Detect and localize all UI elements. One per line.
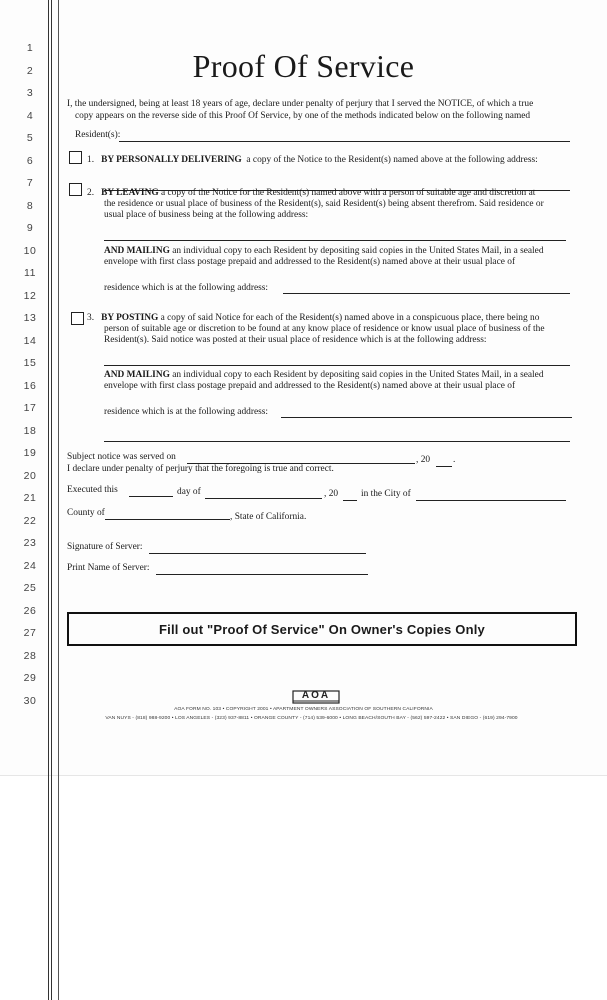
line-number: 10 bbox=[23, 245, 37, 257]
line-number: 22 bbox=[23, 515, 37, 527]
line-number: 11 bbox=[24, 267, 36, 279]
line-number: 14 bbox=[23, 335, 37, 347]
line-number: 28 bbox=[23, 650, 37, 662]
executed-day-field[interactable] bbox=[129, 496, 173, 497]
option-3-mailing-line-3: residence which is at the following address: bbox=[104, 407, 269, 417]
aoa-logo-text: AOA bbox=[301, 690, 331, 701]
print-name-label: Print Name of Server: bbox=[67, 563, 150, 573]
residents-label: Resident(s): bbox=[75, 130, 121, 140]
owner-copies-notice: Fill out "Proof Of Service" On Owner's Copies Only bbox=[67, 612, 577, 646]
margin-line-left-double bbox=[51, 0, 52, 1000]
line-number: 25 bbox=[23, 582, 37, 594]
served-year-period: . bbox=[453, 455, 456, 465]
line-number: 3 bbox=[26, 87, 34, 99]
option-2-mailing-line-3: residence which is at the following address: bbox=[104, 283, 269, 293]
line-number: 4 bbox=[26, 110, 34, 122]
print-name-field[interactable] bbox=[156, 574, 368, 575]
option-2-mailing-heading: AND MAILING bbox=[104, 246, 170, 256]
line-number: 12 bbox=[23, 290, 37, 302]
line-number: 5 bbox=[26, 132, 34, 144]
signature-label: Signature of Server: bbox=[67, 542, 143, 552]
day-of-label: day of bbox=[177, 487, 201, 497]
executed-year-prefix: , 20 bbox=[324, 489, 339, 499]
page-title: Proof Of Service bbox=[192, 48, 415, 84]
option-3-line-3: Resident(s). Said notice was posted at their usual place of residence which is at the following address: bbox=[104, 335, 487, 345]
option-2-mailing-line-2: envelope with first class postage prepaid and addressed to the Resident(s) named above at their usual place of bbox=[104, 257, 516, 267]
option-2-description-1: a copy of the Notice for the Resident(s) named above with a person of suitable age and discretion at bbox=[160, 188, 536, 198]
option-3-extra-address-field[interactable] bbox=[104, 441, 570, 442]
line-number: 9 bbox=[26, 222, 34, 234]
footer-line-1: AOA FORM NO. 103 • COPYRIGHT 2001 • APARTMENT OWNERS ASSOCIATION OF SOUTHERN CALIFORNIA bbox=[174, 707, 433, 712]
signature-field[interactable] bbox=[149, 553, 366, 554]
option-2-number: 2. bbox=[87, 188, 95, 198]
margin-line-left bbox=[48, 0, 49, 1000]
option-2-mailing-text: an individual copy to each Resident by depositing said copies in the United States Mail, in a sealed bbox=[172, 246, 544, 256]
line-number: 19 bbox=[23, 447, 37, 459]
option-1-text bbox=[87, 155, 538, 166]
option-3-checkbox[interactable] bbox=[71, 312, 84, 325]
served-year-field[interactable] bbox=[436, 466, 452, 467]
served-on-label: Subject notice was served on bbox=[67, 452, 176, 462]
option-1-checkbox[interactable] bbox=[69, 151, 82, 164]
intro-line-1: I, the undersigned, being at least 18 years of age, declare under penalty of perjury that I served the NOTICE, of which a true bbox=[67, 99, 534, 109]
option-2-checkbox[interactable] bbox=[69, 183, 82, 196]
option-1-description: a copy of the Notice to the Resident(s) named above at the following address: bbox=[246, 155, 538, 165]
line-number: 13 bbox=[23, 312, 37, 324]
line-number: 21 bbox=[23, 492, 37, 504]
option-1-heading: BY PERSONALLY DELIVERING bbox=[101, 155, 242, 165]
option-3-number: 3. bbox=[87, 313, 95, 323]
option-1-number: 1. bbox=[87, 155, 95, 165]
executed-year-prefix-text: 20 bbox=[328, 489, 339, 499]
line-number: 17 bbox=[23, 402, 37, 414]
option-3-heading: BY POSTING bbox=[101, 313, 159, 323]
city-label: in the City of bbox=[361, 489, 411, 499]
county-field[interactable] bbox=[105, 519, 230, 520]
option-3-mailing-text: an individual copy to each Resident by depositing said copies in the United States Mail, in a sealed bbox=[172, 370, 544, 380]
line-number: 1 bbox=[26, 42, 34, 54]
line-number: 30 bbox=[23, 695, 37, 707]
option-3-mailing-line-2: envelope with first class postage prepaid and addressed to the Resident(s) named above at their usual place of bbox=[104, 381, 516, 391]
executed-year-field[interactable] bbox=[343, 500, 357, 501]
option-3-description-1: a copy of said Notice for each of the Resident(s) named above in a conspicuous place, there being no bbox=[160, 313, 540, 323]
served-year-prefix-text: 20 bbox=[420, 455, 431, 465]
line-number: 2 bbox=[26, 65, 34, 77]
option-3-mailing-heading: AND MAILING bbox=[104, 370, 170, 380]
executed-this-label: Executed this bbox=[67, 485, 118, 495]
county-label: County of bbox=[67, 508, 105, 518]
option-3-line-1 bbox=[87, 313, 539, 324]
line-number: 18 bbox=[23, 425, 37, 437]
line-number: 23 bbox=[23, 537, 37, 549]
option-2-mailing-line-1 bbox=[104, 246, 544, 257]
intro-line-2: copy appears on the reverse side of this Proof Of Service, by one of the methods indicated below on the following named bbox=[75, 111, 531, 121]
line-number: 24 bbox=[23, 560, 37, 572]
line-number: 26 bbox=[23, 605, 37, 617]
option-2-mailing-address-field[interactable] bbox=[283, 293, 570, 294]
option-3-line-2: person of suitable age or discretion to be found at any know place of residence or know usual place of business of the bbox=[104, 324, 545, 334]
line-number: 6 bbox=[26, 155, 34, 167]
executed-month-field[interactable] bbox=[205, 498, 322, 499]
option-3-address-field[interactable] bbox=[104, 365, 570, 366]
footer-line-2: VAN NUYS - (818) 988-9200 • LOS ANGELES - (323) 937-8811 • ORANGE COUNTY - (714) 539-6000 • LONG BEACH/SOUTH BAY - (562) 597-2422 • SAN DIEGO - (619) 294-7900 bbox=[105, 716, 518, 721]
option-3-mailing-line-1 bbox=[104, 370, 544, 381]
option-2-line-1 bbox=[87, 188, 535, 199]
margin-line-inner bbox=[58, 0, 59, 1000]
option-3-mailing-address-field[interactable] bbox=[281, 417, 572, 418]
city-field[interactable] bbox=[416, 500, 566, 501]
line-number: 29 bbox=[23, 672, 37, 684]
state-label: , State of California. bbox=[230, 512, 307, 522]
option-2-heading: BY LEAVING bbox=[101, 188, 159, 198]
line-number: 27 bbox=[23, 627, 37, 639]
option-2-address-field[interactable] bbox=[104, 240, 566, 241]
option-2-line-2: the residence or usual place of business of the Resident(s), said Resident(s) being absent therefrom. Said residence or bbox=[104, 199, 544, 209]
residents-field[interactable] bbox=[119, 141, 570, 142]
served-year-prefix: , 20 bbox=[416, 455, 431, 465]
option-2-line-3: usual place of business being at the following address: bbox=[104, 210, 309, 220]
perjury-statement: I declare under penalty of perjury that the foregoing is true and correct. bbox=[67, 464, 334, 474]
line-number: 7 bbox=[26, 177, 34, 189]
line-number: 8 bbox=[26, 200, 34, 212]
line-number: 20 bbox=[23, 470, 37, 482]
line-number: 15 bbox=[23, 357, 37, 369]
line-number: 16 bbox=[23, 380, 37, 392]
